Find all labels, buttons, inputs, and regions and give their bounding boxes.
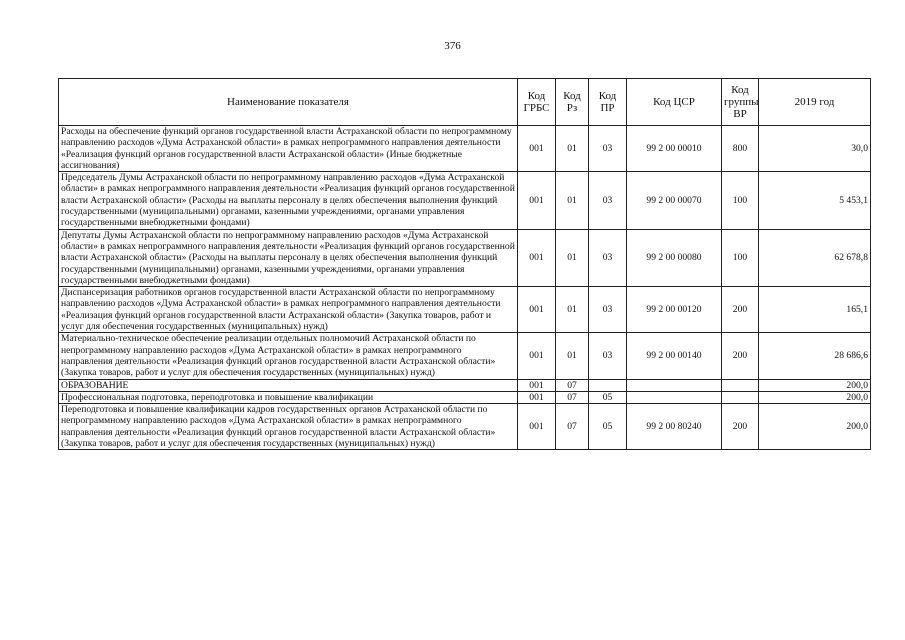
row-name: ОБРАЗОВАНИЕ <box>59 379 518 391</box>
row-csr: 99 2 00 00140 <box>627 333 722 379</box>
row-sum: 30,0 <box>759 126 871 172</box>
row-sum: 200,0 <box>759 404 871 450</box>
row-name: Расходы на обеспечение функций органов государственной власти Астраханской области по непрограммному направлению расходов «Дума Астраханской области» в рамках непрограммного направления деятельности «Реализация функций органов государственной власти Астраханской области» (Иные бюджетные ассигнования) <box>59 126 518 172</box>
row-vr: 100 <box>722 229 759 286</box>
row-rz: 01 <box>556 126 589 172</box>
row-csr: 99 2 00 00010 <box>627 126 722 172</box>
row-sum: 200,0 <box>759 391 871 403</box>
row-name: Профессиональная подготовка, переподготовка и повышение квалификации <box>59 391 518 403</box>
row-csr: 99 2 00 80240 <box>627 404 722 450</box>
row-csr: 99 2 00 00070 <box>627 172 722 229</box>
row-rz: 07 <box>556 404 589 450</box>
budget-table <box>58 78 871 450</box>
row-name: Депутаты Думы Астраханской области по непрограммному направлению расходов «Дума Астраханской области» в рамках непрограммного направления деятельности «Реализация функций органов государственной власти Астраханской области» (Расходы на выплаты персоналу в целях обеспечения выполнения функций государственными (муниципальными) органами, казенными учреждениями, органами управления государственными внебюджетными фондами) <box>59 229 518 286</box>
row-vr: 800 <box>722 126 759 172</box>
table-row <box>59 391 871 403</box>
table-row <box>59 404 871 450</box>
header-name: Наименование показателя <box>59 79 518 126</box>
row-pr: 03 <box>589 287 627 333</box>
row-name: Председатель Думы Астраханской области по непрограммному направлению расходов «Дума Астраханской области» в рамках непрограммного направления деятельности «Реализация функций органов государственной власти Астраханской области» (Расходы на выплаты персоналу в целях обеспечения выполнения функций государственными (муниципальными) органами, казенными учреждениями, органами управления государственными внебюджетными фондами) <box>59 172 518 229</box>
header-grbs: Код ГРБС <box>518 79 556 126</box>
row-pr: 05 <box>589 391 627 403</box>
row-grbs: 001 <box>518 229 556 286</box>
row-vr <box>722 379 759 391</box>
row-name: Диспансеризация работников органов государственной власти Астраханской области по непрограммному направлению расходов «Дума Астраханской области» в рамках непрограммного направления деятельности «Реализация функций органов государственной власти Астраханской области» (Закупка товаров, работ и услуг для обеспечения государственных (муниципальных) нужд) <box>59 287 518 333</box>
row-sum: 200,0 <box>759 379 871 391</box>
row-sum: 165,1 <box>759 287 871 333</box>
row-rz: 01 <box>556 229 589 286</box>
table-header-row <box>59 79 871 126</box>
row-sum: 28 686,6 <box>759 333 871 379</box>
row-grbs: 001 <box>518 126 556 172</box>
header-rz: Код Рз <box>556 79 589 126</box>
row-vr: 200 <box>722 404 759 450</box>
table-row <box>59 229 871 286</box>
row-pr <box>589 379 627 391</box>
row-rz: 07 <box>556 379 589 391</box>
row-pr: 03 <box>589 172 627 229</box>
table-row <box>59 172 871 229</box>
header-csr: Код ЦСР <box>627 79 722 126</box>
row-name: Материально-техническое обеспечение реализации отдельных полномочий Астраханской области по непрограммному направлению расходов «Дума Астраханской области» в рамках непрограммного направления деятельности «Реализация функций органов государственной власти Астраханской области» (Закупка товаров, работ и услуг для обеспечения государственных (муниципальных) нужд) <box>59 333 518 379</box>
row-csr: 99 2 00 00120 <box>627 287 722 333</box>
row-csr: 99 2 00 00080 <box>627 229 722 286</box>
row-csr <box>627 379 722 391</box>
row-name: Переподготовка и повышение квалификации кадров государственных органов Астраханской области по непрограммному направлению расходов «Дума Астраханской области» в рамках непрограммного направления деятельности «Реализация функций органов государственной власти Астраханской области» (Закупка товаров, работ и услуг для обеспечения государственных (муниципальных) нужд) <box>59 404 518 450</box>
header-vr: Код группы ВР <box>722 79 759 126</box>
row-grbs: 001 <box>518 287 556 333</box>
row-pr: 03 <box>589 229 627 286</box>
row-vr: 200 <box>722 333 759 379</box>
row-grbs: 001 <box>518 172 556 229</box>
row-pr: 05 <box>589 404 627 450</box>
header-year: 2019 год <box>759 79 871 126</box>
row-rz: 07 <box>556 391 589 403</box>
row-pr: 03 <box>589 126 627 172</box>
row-rz: 01 <box>556 172 589 229</box>
row-sum: 5 453,1 <box>759 172 871 229</box>
table-row <box>59 333 871 379</box>
row-grbs: 001 <box>518 379 556 391</box>
table-row <box>59 379 871 391</box>
row-grbs: 001 <box>518 391 556 403</box>
row-vr <box>722 391 759 403</box>
row-rz: 01 <box>556 333 589 379</box>
row-pr: 03 <box>589 333 627 379</box>
row-vr: 200 <box>722 287 759 333</box>
table-row <box>59 126 871 172</box>
row-grbs: 001 <box>518 333 556 379</box>
row-vr: 100 <box>722 172 759 229</box>
header-pr: Код ПР <box>589 79 627 126</box>
row-sum: 62 678,8 <box>759 229 871 286</box>
row-csr <box>627 391 722 403</box>
row-rz: 01 <box>556 287 589 333</box>
table-row <box>59 287 871 333</box>
row-grbs: 001 <box>518 404 556 450</box>
page-number: 376 <box>444 40 461 52</box>
